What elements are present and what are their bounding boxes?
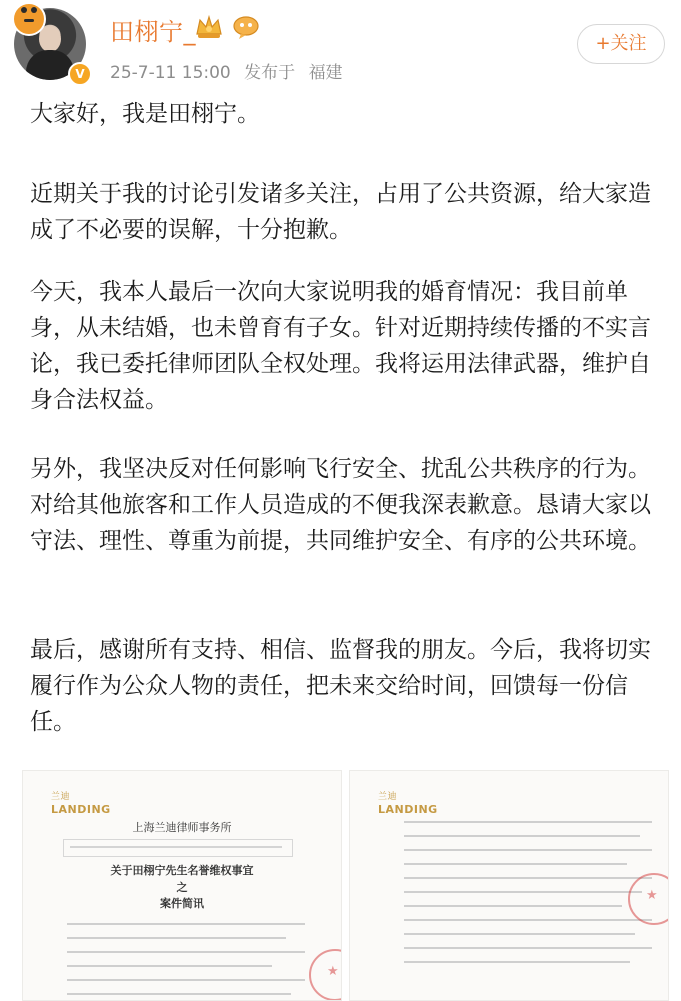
firm-name: 上海兰迪律师事务所 (132, 821, 232, 834)
post-paragraph: 最后，感谢所有支持、相信、监督我的朋友。今后，我将切实履行作为公众人物的责任，把未来交给时间，回馈每一份信任。 (30, 637, 651, 735)
avatar[interactable] (14, 8, 86, 80)
post-paragraph: 今天，我本人最后一次向大家说明我的婚育情况：我目前单身，从未结婚，也未曾育有子女。针对近期持续传播的不实言论，我已委托律师团队全权处理。我将运用法律武器，维护自身合法权益。 (30, 279, 651, 413)
post-meta (110, 58, 351, 83)
user-badges (193, 10, 261, 44)
timestamp: 25-7-11 15:00 (110, 63, 231, 83)
post-paragraph: 近期关于我的讨论引发诸多关注，占用了公共资源，给大家造成了不必要的误解，十分抱歉。 (30, 181, 651, 243)
avatar-face (39, 26, 61, 52)
logo-main-text: LANDING (51, 803, 111, 816)
document-title-line: 案件简讯 (160, 897, 204, 910)
document-memo-box (63, 839, 293, 857)
post-header (0, 0, 681, 92)
document-text-lines (67, 923, 305, 1001)
post-paragraph: 大家好，我是田栩宁。 (30, 101, 260, 127)
verified-icon: V (68, 62, 92, 86)
avatar-body (26, 50, 74, 80)
location: 福建 (308, 63, 343, 83)
crown-badge-icon (193, 14, 225, 40)
document-title-line: 关于田栩宁先生名誉维权事宜 (110, 864, 254, 877)
tiger-icon (12, 2, 46, 36)
law-firm-logo (51, 789, 111, 816)
attachment-image-right[interactable] (349, 770, 669, 1001)
seal-stamp-icon (309, 949, 342, 1001)
law-firm-logo (378, 789, 438, 816)
bubble-badge-icon (231, 14, 261, 40)
published-label: 发布于 (244, 63, 296, 83)
username[interactable]: 田栩宁_ (110, 18, 196, 46)
attachment-image-left[interactable] (22, 770, 342, 1001)
follow-button[interactable]: +关注 (577, 24, 665, 64)
logo-main-text: LANDING (378, 803, 438, 816)
document-title-line: 之 (176, 881, 188, 894)
logo-small-text: 兰迪 (378, 792, 398, 802)
post-paragraph: 另外，我坚决反对任何影响飞行安全、扰乱公共秩序的行为。对给其他旅客和工作人员造成的不便我深表歉意。恳请大家以守法、理性、尊重为前提，共同维护安全、有序的公共环境。 (30, 456, 651, 554)
logo-small-text: 兰迪 (51, 792, 71, 802)
document-text-lines (404, 821, 652, 975)
